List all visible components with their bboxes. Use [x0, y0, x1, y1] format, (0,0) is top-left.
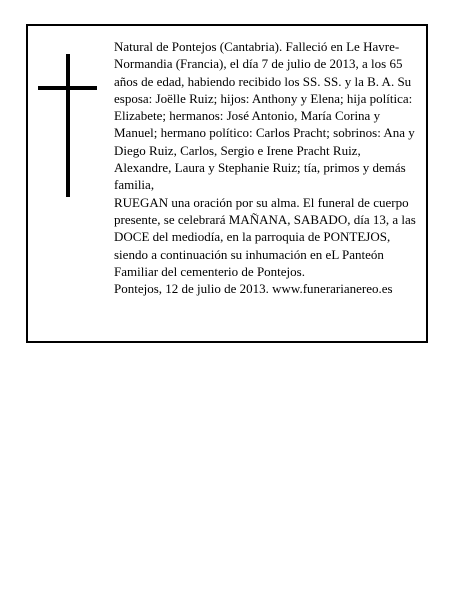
obituary-family-paragraph: Natural de Pontejos (Cantabria). Falleció en Le Havre-Normandia (Francia), el día 7 de julio de 2013, a los 65 años de edad, habiendo recibido los SS. SS. y la B. A. Su esposa: Joëlle Ruiz; hijos: Anthony y Elena; hija política: Elizabete; hermanos: José Antonio, María Corina y Manuel; hermano político: Carlos Pracht; sobrinos: Ana y Diego Ruiz, Carlos, Sergio e Irene Pracht Ruiz, Alexandre, Laura y Stephanie Ruiz; tía, primos y demás familia, [114, 39, 415, 193]
obituary-funeral-paragraph: RUEGAN una oración por su alma. El funeral de cuerpo presente, se celebrará MAÑANA, SABADO, día 13, a las DOCE del mediodía, en la parroquia de PONTEJOS, siendo a continuación su inhumación en eL Panteón Familiar del cementerio de Pontejos. [114, 194, 416, 279]
latin-cross-icon [38, 54, 97, 197]
cross-vertical-bar [66, 54, 70, 197]
cross-horizontal-bar [38, 86, 97, 90]
obituary-date-paragraph: Pontejos, 12 de julio de 2013. www.funerarianereo.es [114, 281, 393, 297]
obituary-notice [26, 24, 428, 343]
obituary-text [114, 38, 419, 297]
